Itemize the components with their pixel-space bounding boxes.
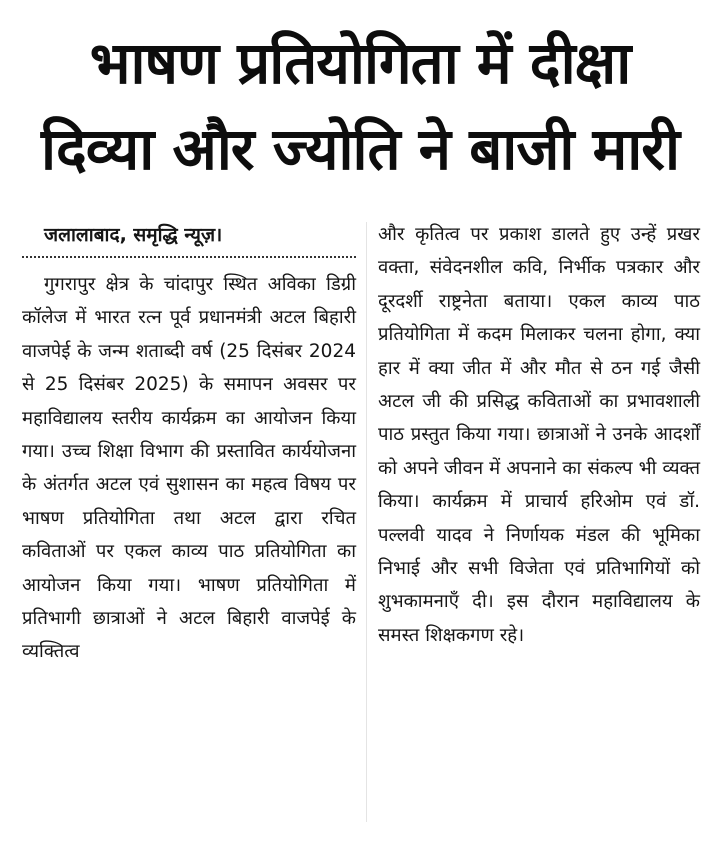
dateline: जलालाबाद, समृद्धि न्यूज़।: [44, 224, 223, 246]
article-body-right: और कृतित्व पर प्रकाश डालते हुए उन्हें प्रखर वक्ता, संवेदनशील कवि, निर्भीक पत्रकार और दूरदर्शी राष्ट्रनेता बताया। एकल काव्य पाठ प्रतियोगिता में कदम मिलाकर चलना होगा, क्या हार में क्या जीत में और मौत से ठन गई जैसी अटल जी की प्रसिद्ध कविताओं का प्रभावशाली पाठ प्रस्तुत किया गया। छात्राओं ने उनके आदर्शों को अपने जीवन में अपनाने का संकल्प भी व्यक्त किया। कार्यक्रम में प्राचार्य हरिओम एवं डॉ. पल्लवी यादव ने निर्णायक मंडल की भूमिका निभाई और सभी विजेता एवं प्रतिभागियों को शुभकामनाएँ दी। इस दौरान महाविद्यालय के समस्त शिक्षकगण रहे।: [378, 224, 700, 646]
headline: [10, 20, 710, 192]
dateline-divider: [22, 256, 356, 258]
headline-line-1: भाषण प्रतियोगिता में दीक्षा: [89, 29, 631, 97]
headline-line-2: दिव्या और ज्योति ने बाजी मारी: [40, 115, 680, 183]
article-right-column: [378, 218, 700, 652]
column-divider: [366, 222, 367, 822]
article-body-left: गुगरापुर क्षेत्र के चांदापुर स्थित अविका डिग्री कॉलेज में भारत रत्न पूर्व प्रधानमंत्री अटल बिहारी वाजपेई के जन्म शताब्दी वर्ष (25 दिसंबर 2024 से 25 दिसंबर 2025) के समापन अवसर पर महाविद्यालय स्तरीय कार्यक्रम का आयोजन किया गया। उच्च शिक्षा विभाग की प्रस्तावित कार्ययोजना के अंतर्गत अटल एवं सुशासन का महत्व विषय पर भाषण प्रतियोगिता तथा अटल द्वारा रचित कविताओं पर एकल काव्य पाठ प्रतियोगिता का आयोजन किया गया। भाषण प्रतियोगिता में प्रतिभागी छात्राओं ने अटल बिहारी वाजपेई के व्यक्तित्व: [22, 274, 356, 663]
article-left-column: [22, 218, 356, 669]
